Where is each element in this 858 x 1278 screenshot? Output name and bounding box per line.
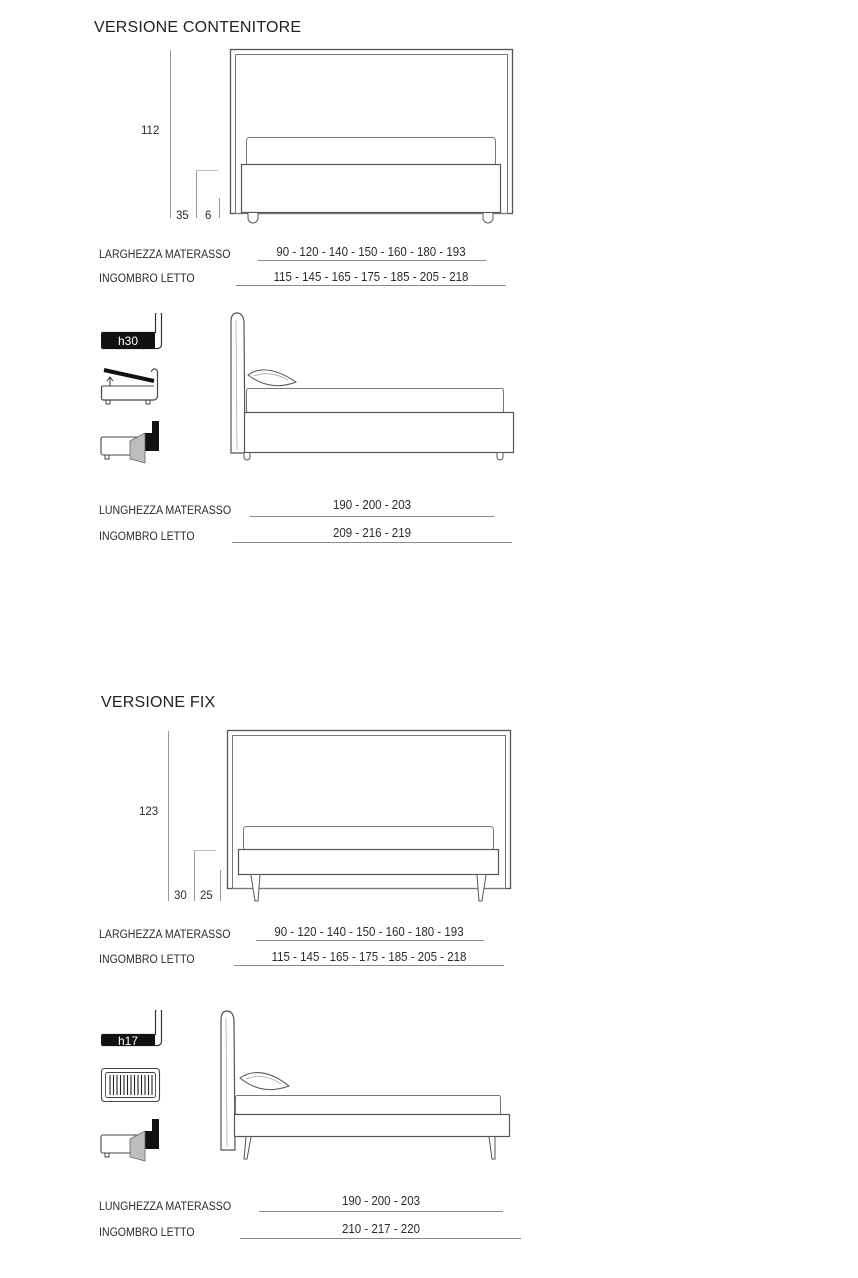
length-overall-rule — [232, 542, 512, 543]
length-overall-rule — [240, 1238, 521, 1239]
length-values: 190 - 200 - 203 — [332, 498, 411, 512]
width-overall-rule — [234, 965, 504, 966]
section1-title: VERSIONE CONTENITORE — [94, 19, 302, 36]
bed-side-view — [226, 310, 518, 466]
width-overall-rule — [236, 285, 506, 286]
height-feet-value: 6 — [205, 210, 212, 222]
feet-guide-line — [196, 170, 218, 171]
slatted-base-icon — [100, 1067, 164, 1105]
bed-side-view — [216, 1008, 516, 1166]
width-values: 90 - 120 - 140 - 150 - 160 - 180 - 193 — [276, 245, 466, 259]
width-rule — [256, 940, 484, 941]
bed-front-view — [228, 48, 516, 224]
drawer-out-icon — [100, 419, 164, 465]
lift-up-icon — [100, 366, 164, 408]
height-feet-value: 25 — [200, 890, 213, 902]
width-overall-label: INGOMBRO LETTO — [99, 273, 195, 285]
feet-dimension-line — [220, 870, 221, 901]
width-overall-label: INGOMBRO LETTO — [99, 954, 195, 966]
length-rule — [259, 1211, 503, 1212]
width-values: 90 - 120 - 140 - 150 - 160 - 180 - 193 — [274, 925, 464, 939]
base-height-dimension-line — [194, 850, 195, 901]
height-dimension-line — [168, 731, 169, 901]
width-label: LARGHEZZA MATERASSO — [99, 929, 231, 941]
width-rule — [258, 260, 486, 261]
height-dimension-line — [170, 50, 171, 218]
frame-height-icon — [100, 1010, 164, 1050]
length-rule — [250, 516, 494, 517]
base-height-dimension-line — [196, 170, 197, 218]
length-overall-label: INGOMBRO LETTO — [99, 531, 195, 543]
length-overall-values: 210 - 217 - 220 — [341, 1222, 420, 1236]
height-base-value: 35 — [176, 210, 189, 222]
length-overall-label: INGOMBRO LETTO — [99, 1227, 195, 1239]
height-base-value: 30 — [174, 890, 187, 902]
feet-guide-line — [194, 850, 216, 851]
length-overall-values: 209 - 216 - 219 — [332, 526, 411, 540]
section2-title: VERSIONE FIX — [101, 694, 216, 711]
drawer-out-icon — [100, 1117, 164, 1163]
width-overall-values: 115 - 145 - 165 - 175 - 185 - 205 - 218 — [271, 950, 467, 964]
length-values: 190 - 200 - 203 — [341, 1194, 420, 1208]
height-total-value: 112 — [141, 125, 160, 137]
width-overall-values: 115 - 145 - 165 - 175 - 185 - 205 - 218 — [273, 270, 469, 284]
feet-dimension-line — [219, 198, 220, 218]
length-label: LUNGHEZZA MATERASSO — [99, 505, 232, 517]
width-label: LARGHEZZA MATERASSO — [99, 249, 231, 261]
storage-height-icon — [100, 313, 164, 351]
frame-height-text: h17 — [117, 1034, 139, 1048]
length-label: LUNGHEZZA MATERASSO — [99, 1201, 232, 1213]
bed-front-view — [226, 729, 514, 905]
height-total-value: 123 — [139, 806, 159, 818]
storage-height-text: h30 — [117, 334, 139, 348]
